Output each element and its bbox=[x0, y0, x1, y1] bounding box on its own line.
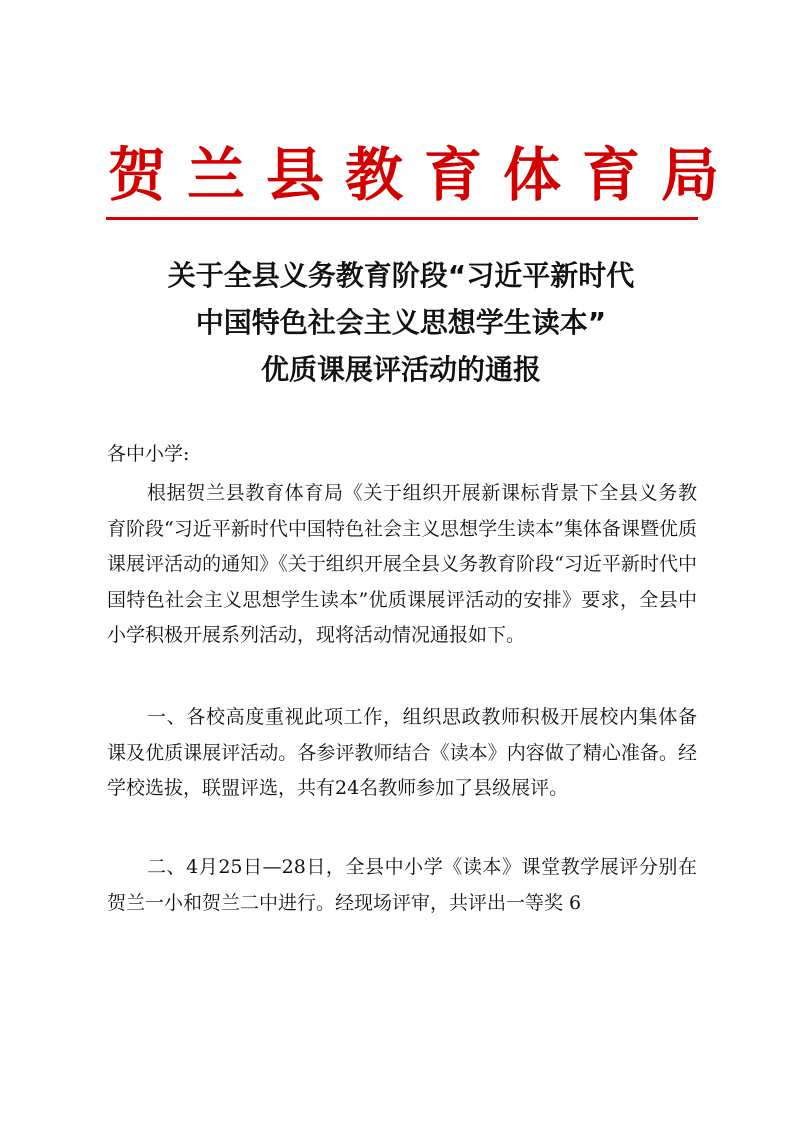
red-divider-line bbox=[106, 217, 698, 220]
paragraph-1: 根据贺兰县教育体育局《关于组织开展新课标背景下全县义务教育阶段“习近平新时代中国特色社会主义思想学生读本”集体备课暨优质课展评活动的通知》《关于组织开展全县义务教育阶段“习近平新时代中国特色社会主义思想学生读本”优质课展评活动的安排》要求，全县中小学积极开展系列活动，现将活动情况通报如下。 bbox=[107, 482, 697, 646]
salutation: 各中小学: bbox=[107, 443, 190, 465]
paragraph-3: 二、4月25日—28日，全县中小学《读本》课堂教学展评分别在贺兰一小和贺兰二中进行。经现场评审，共评出一等奖 6 bbox=[107, 856, 697, 914]
agency-name: 贺兰县教育体育局 bbox=[108, 141, 741, 209]
title-line-1: 关于全县义务教育阶段“习近平新时代 bbox=[167, 259, 635, 292]
paragraph-2: 一、各校高度重视此项工作，组织思政教师积极开展校内集体备课及优质课展评活动。各参评教师结合《读本》内容做了精心准备。经学校选拔，联盟评选，共有24名教师参加了县级展评。 bbox=[107, 706, 697, 799]
title-line-2: 中国特色社会主义思想学生读本” bbox=[195, 306, 607, 339]
document-title bbox=[96, 252, 706, 393]
masthead bbox=[98, 140, 741, 210]
title-line-3: 优质课展评活动的通报 bbox=[260, 353, 541, 386]
